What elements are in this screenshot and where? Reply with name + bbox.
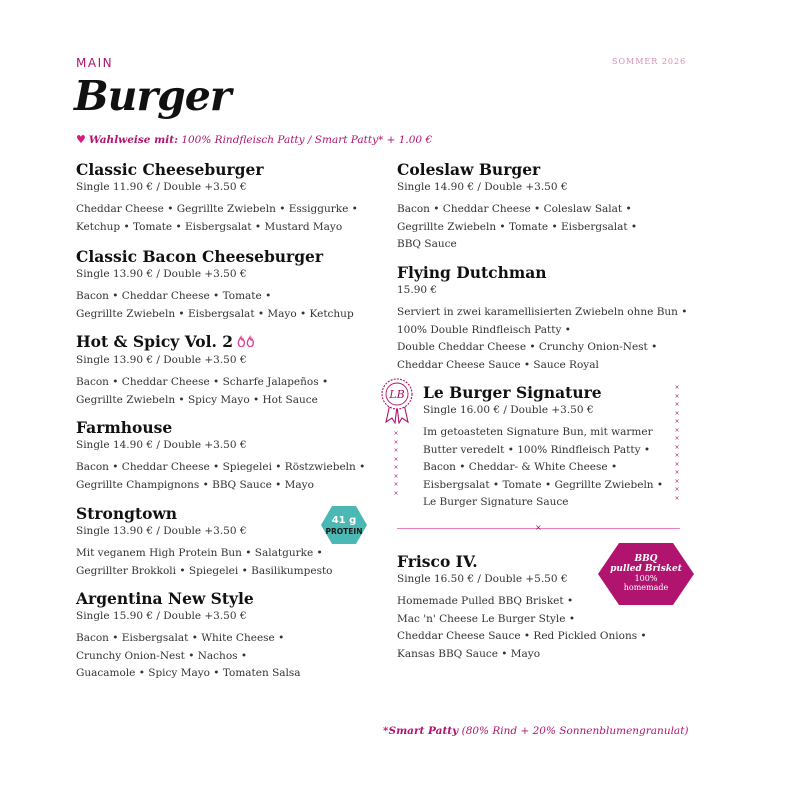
desc-line: Bacon • Cheddar- & White Cheese •: [423, 461, 618, 473]
signature-rosette-icon: [380, 378, 414, 424]
item-name: Classic Bacon Cheeseburger: [76, 247, 324, 266]
desc-line: Bacon • Cheddar Cheese • Scharfe Jalapeños •: [76, 376, 329, 388]
desc-line: Le Burger Signature Sauce: [423, 496, 569, 508]
protein-label: PROTEIN: [325, 527, 363, 536]
page-title: Burger: [74, 72, 231, 120]
bbq-line1: BBQ: [634, 554, 658, 564]
item-price: Single 16.00 € / Double +3.50 €: [423, 404, 594, 416]
item-price: Single 14.90 € / Double +3.50 €: [397, 181, 568, 193]
item-name: Frisco IV.: [397, 552, 478, 571]
decorative-dots-left: × × × × × × × ×: [393, 430, 399, 497]
item-name: Hot & Spicy Vol. 2: [76, 332, 234, 351]
desc-line: Bacon • Cheddar Cheese • Coleslaw Salat •: [397, 203, 632, 215]
item-name: Argentina New Style: [76, 589, 254, 608]
footnote: [383, 725, 689, 737]
divider-mark: ×: [535, 523, 542, 532]
desc-line: Cheddar Cheese • Gegrillte Zwiebeln • Essiggurke •: [76, 203, 358, 215]
desc-line: BBQ Sauce: [397, 238, 457, 250]
desc-line: Gegrillte Champignons • BBQ Sauce • Mayo: [76, 478, 314, 491]
menu-item-argentina-new-style: [76, 590, 376, 683]
item-price: Single 13.90 € / Double +3.50 €: [76, 268, 247, 280]
patty-choice: [76, 133, 432, 146]
menu-item-farmhouse: [76, 419, 376, 494]
desc-line: Bacon • Eisbergsalat • White Cheese •: [76, 632, 285, 644]
menu-item-coleslaw-burger: [397, 161, 697, 254]
footnote-label: *Smart Patty: [383, 725, 459, 737]
desc-line: Kansas BBQ Sauce • Mayo: [397, 647, 541, 660]
desc-line: Homemade Pulled BBQ Brisket •: [397, 595, 574, 607]
item-name: Strongtown: [76, 504, 178, 523]
item-price: Single 13.90 € / Double +3.50 €: [76, 525, 247, 537]
section-label: MAIN: [76, 56, 114, 70]
bbq-line3: 100%: [634, 574, 658, 583]
desc-line: Im getoasteten Signature Bun, mit warmer: [423, 426, 653, 438]
desc-line: Mac 'n' Cheese Le Burger Style •: [397, 612, 576, 625]
item-name: Classic Cheeseburger: [76, 160, 264, 179]
desc-line: Ketchup • Tomate • Eisbergsalat • Mustard Mayo: [76, 220, 343, 233]
signature-mark: LB: [389, 388, 405, 401]
decorative-dots-right: × × × × × × × × × × × × × ×: [674, 384, 680, 502]
choice-label: Wahlweise mit:: [88, 134, 178, 146]
item-price: Single 11.90 € / Double +3.50 €: [76, 181, 247, 193]
desc-line: Bacon • Cheddar Cheese • Tomate •: [76, 290, 272, 302]
item-description: [76, 288, 376, 323]
desc-line: Guacamole • Spicy Mayo • Tomaten Salsa: [76, 667, 301, 679]
bbq-line2: pulled Brisket: [610, 564, 682, 574]
desc-line: Crunchy Onion-Nest • Nachos •: [76, 649, 248, 662]
bbq-brisket-badge: [597, 542, 695, 606]
menu-item-le-burger-signature: [423, 384, 723, 512]
item-price: Single 14.90 € / Double +3.50 €: [76, 439, 247, 451]
item-price: 15.90 €: [397, 284, 438, 296]
menu-item-classic-bacon-cheeseburger: [76, 248, 376, 323]
item-description: [76, 459, 376, 494]
desc-line: Mit veganem High Protein Bun • Salatgurke •: [76, 547, 323, 559]
desc-line: Gegrillter Brokkoli • Spiegelei • Basilikumpesto: [76, 564, 333, 577]
desc-line: Bacon • Cheddar Cheese • Spiegelei • Röstzwiebeln •: [76, 461, 366, 473]
item-name: Coleslaw Burger: [397, 160, 541, 179]
item-description: [76, 374, 376, 409]
item-name: Flying Dutchman: [397, 263, 547, 282]
item-description: [397, 201, 697, 254]
footnote-text: (80% Rind + 20% Sonnenblumengranulat): [461, 725, 689, 737]
item-description: [397, 304, 697, 374]
desc-line: Butter veredelt • 100% Rindfleisch Patty •: [423, 443, 651, 456]
menu-item-hot-spicy: [76, 333, 376, 409]
bbq-line4: homemade: [623, 583, 669, 592]
season-label: SOMMER 2026: [612, 57, 687, 66]
item-description: [423, 424, 723, 512]
item-name-row: [76, 333, 376, 352]
desc-line: Gegrillte Zwiebeln • Eisbergsalat • Mayo • Ketchup: [76, 307, 354, 320]
choice-text: 100% Rindfleisch Patty / Smart Patty* + 1.00 €: [181, 134, 433, 146]
item-description: [76, 201, 376, 236]
flame-icon: [237, 336, 257, 350]
item-price: Single 15.90 € / Double +3.50 €: [76, 610, 247, 622]
desc-line: Gegrillte Zwiebeln • Spicy Mayo • Hot Sauce: [76, 393, 318, 406]
desc-line: Gegrillte Zwiebeln • Tomate • Eisbergsalat •: [397, 220, 638, 233]
menu-item-flying-dutchman: [397, 264, 697, 374]
item-price: Single 16.50 € / Double +5.50 €: [397, 573, 568, 585]
item-name: Le Burger Signature: [423, 383, 602, 402]
protein-badge: [320, 505, 368, 545]
desc-line: Cheddar Cheese Sauce • Sauce Royal: [397, 358, 599, 371]
desc-line: Eisbergsalat • Tomate • Gegrillte Zwiebeln •: [423, 478, 664, 491]
item-description: [76, 545, 376, 580]
desc-line: Serviert in zwei karamellisierten Zwiebeln ohne Bun •: [397, 306, 688, 318]
heart-icon: ♥: [76, 133, 86, 146]
item-name: Farmhouse: [76, 418, 173, 437]
desc-line: 100% Double Rindfleisch Patty •: [397, 323, 571, 336]
protein-amount: 41 g: [331, 515, 357, 526]
desc-line: Cheddar Cheese Sauce • Red Pickled Onions •: [397, 630, 647, 642]
menu-item-classic-cheeseburger: [76, 161, 376, 236]
item-description: [76, 630, 376, 683]
item-price: Single 13.90 € / Double +3.50 €: [76, 354, 247, 366]
desc-line: Double Cheddar Cheese • Crunchy Onion-Nest •: [397, 341, 658, 353]
